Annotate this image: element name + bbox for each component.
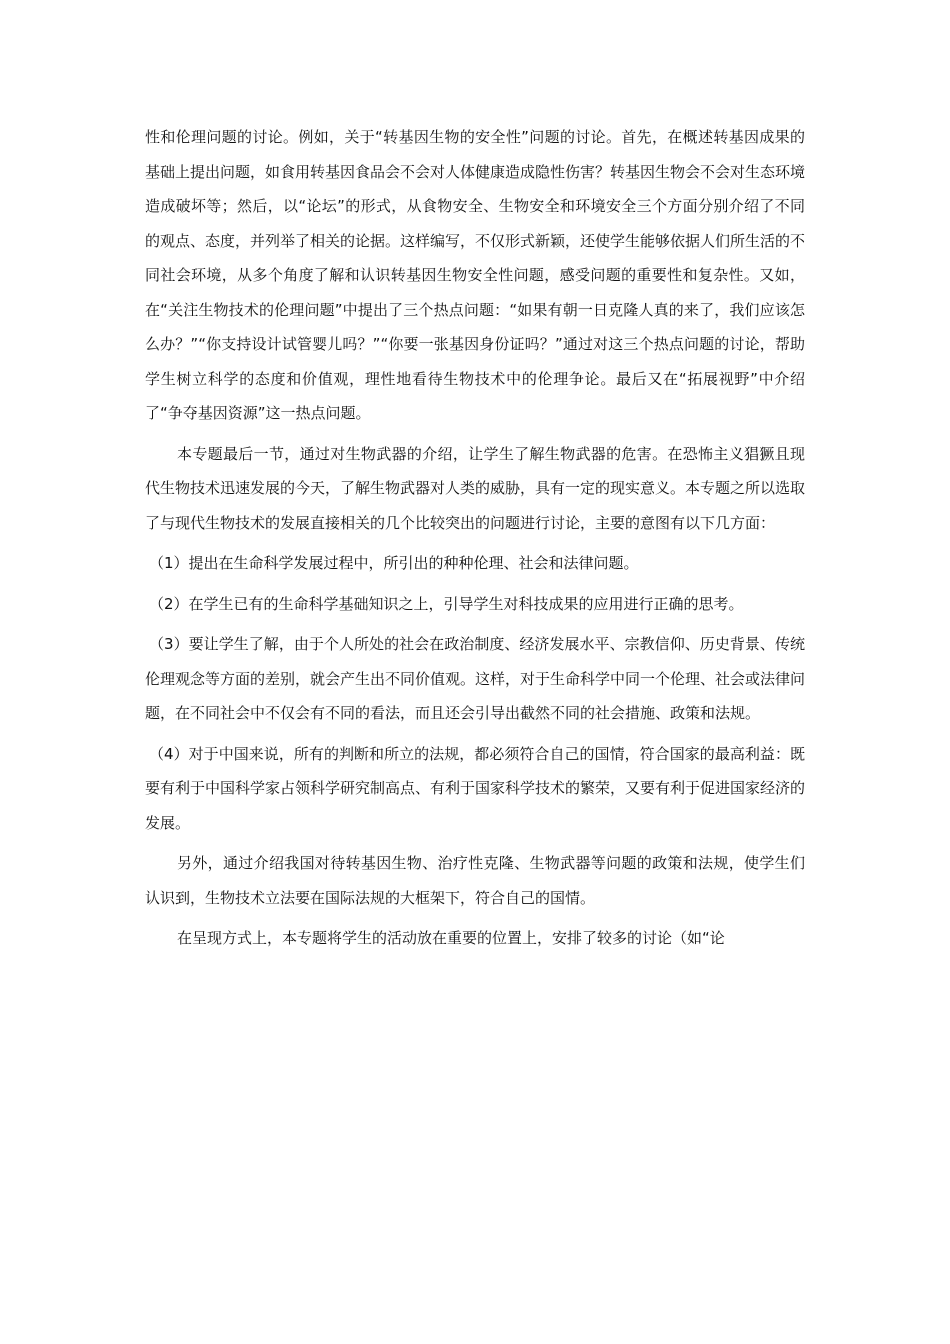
paragraph-1: 性和伦理问题的讨论。例如，关于“转基因生物的安全性”问题的讨论。首先，在概述转基因成果的基础上提出问题，如食用转基因食品会不会对人体健康造成隐性伤害？转基因生物会不会对生态环境造成破坏等；然后，以“论坛”的形式，从食物安全、生物安全和环境安全三个方面分别介绍了不同的观点、态度，并列举了相关的论据。这样编写，不仅形式新颖，还使学生能够依据人们所生活的不同社会环境，从多个角度了解和认识转基因生物安全性问题，感受问题的重要性和复杂性。又如，在“关注生物技术的伦理问题”中提出了三个热点问题：“如果有朝一日克隆人真的来了，我们应该怎么办？”“你支持设计试管婴儿吗？”“你要一张基因身份证吗？”通过对这三个热点问题的讨论，帮助学生树立科学的态度和价值观，理性地看待生物技术中的伦理争论。最后又在“拓展视野”中介绍了“争夺基因资源”这一热点问题。 [145, 128, 806, 422]
paragraph-3: 另外，通过介绍我国对待转基因生物、治疗性克隆、生物武器等问题的政策和法规，使学生们认识到，生物技术立法要在国际法规的大框架下，符合自己的国情。 [145, 854, 805, 907]
list-item-4: （4）对于中国来说，所有的判断和所立的法规，都必须符合自己的国情，符合国家的最高利益：既要有利于中国科学家占领科学研究制高点、有利于国家科学技术的繁荣，又要有利于促进国家经济的发展。 [145, 744, 806, 832]
list-item-2: （2）在学生已有的生命科学基础知识之上，引导学生对科技成果的应用进行正确的思考。 [149, 594, 744, 613]
list-item-1: （1）提出在生命科学发展过程中，所引出的种种伦理、社会和法律问题。 [149, 554, 639, 572]
document-body [145, 120, 805, 956]
paragraph-4: 在呈现方式上，本专题将学生的活动放在重要的位置上，安排了较多的讨论（如“论 [177, 929, 725, 947]
paragraph-2: 本专题最后一节，通过对生物武器的介绍，让学生了解生物武器的危害。在恐怖主义猖獗且现代生物技术迅速发展的今天，了解生物武器对人类的威胁，具有一定的现实意义。本专题之所以选取了与现代生物技术的发展直接相关的几个比较突出的问题进行讨论，主要的意图有以下几方面： [145, 444, 806, 532]
list-item-3: （3）要让学生了解，由于个人所处的社会在政治制度、经济发展水平、宗教信仰、历史背景、传统伦理观念等方面的差别，就会产生出不同价值观。这样，对于生命科学中同一个伦理、社会或法律问题，在不同社会中不仅会有不同的看法，而且还会引导出截然不同的社会措施、政策和法规。 [145, 635, 806, 722]
